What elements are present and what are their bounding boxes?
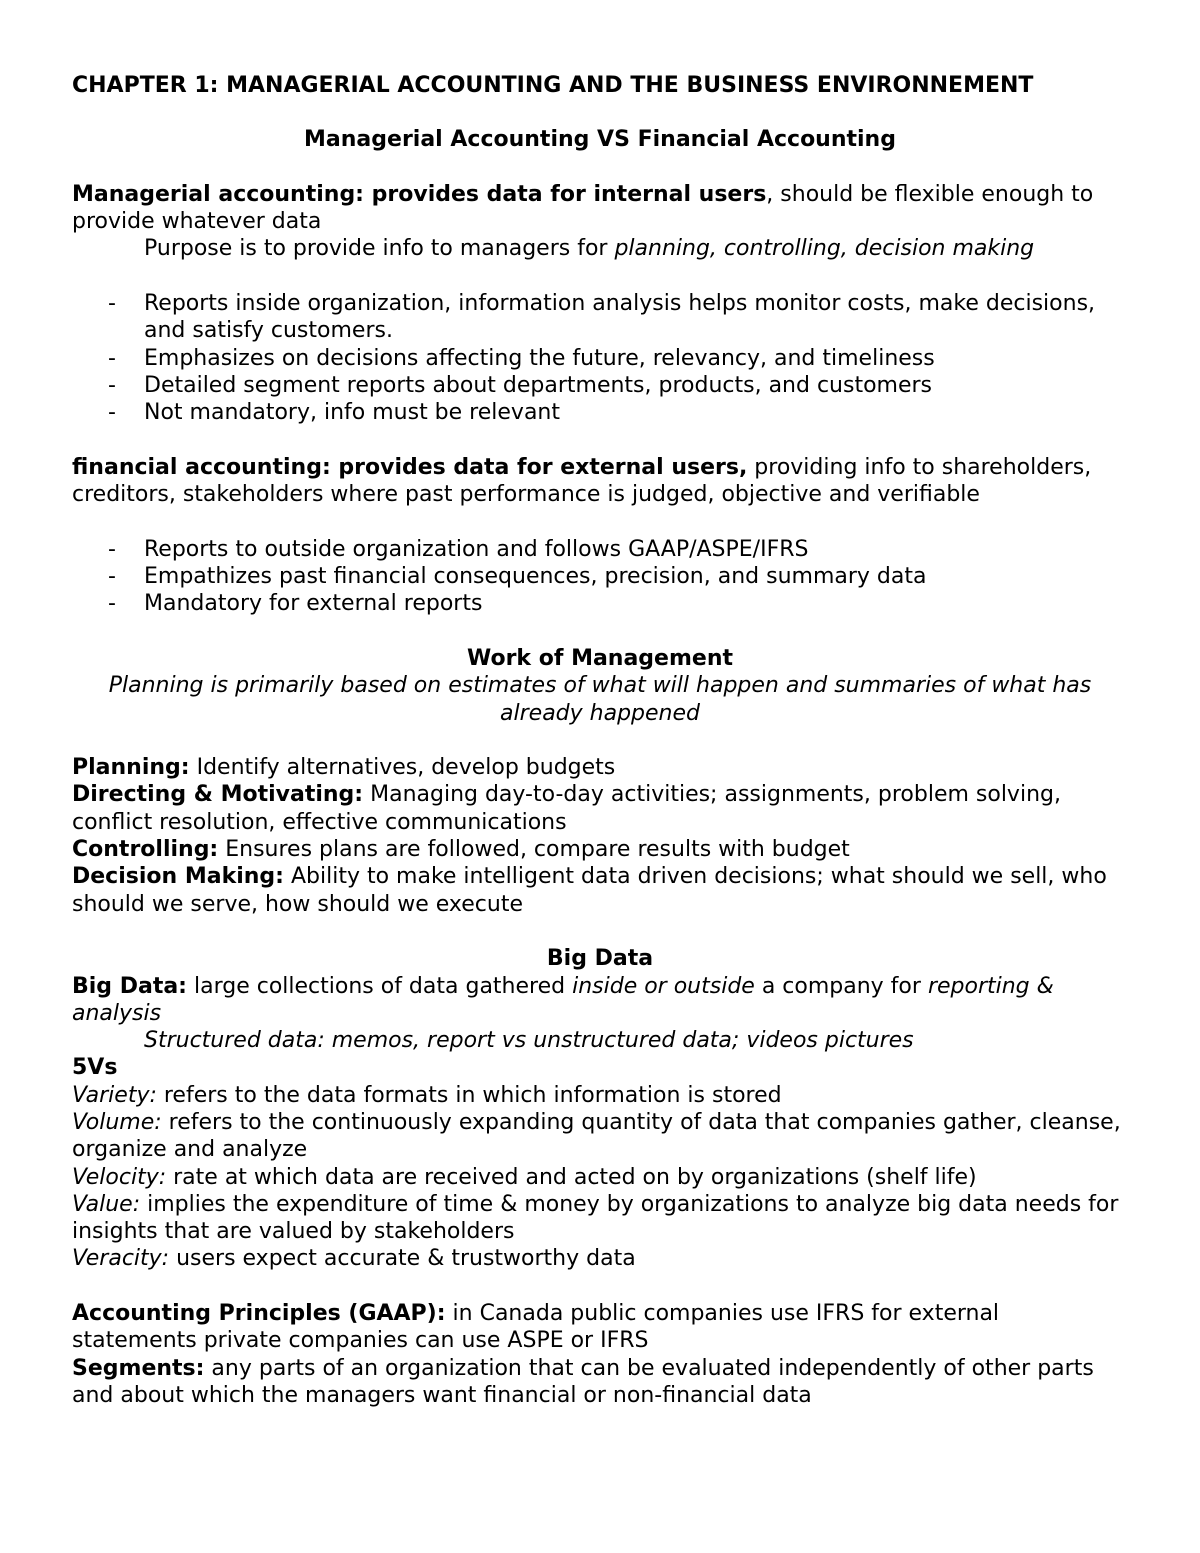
v-item-value [72,1191,1128,1246]
work-item-decision-making [72,863,1128,918]
definition-part: a company for [754,973,928,999]
v-item-variety [72,1082,1128,1109]
definition: any parts of an organization that can be evaluated independently of other parts and about which the managers want financial or non-financial data [72,1355,1094,1408]
managerial-text: , should be flexible enough to provide whatever data [72,181,1094,235]
definition-part: large collections of data gathered [186,973,573,999]
section-heading-work: Work of Management [466,645,734,671]
term: Decision Making: [72,864,284,890]
list-item: - Empathizes past financial consequences, precision, and summary data [72,563,1128,590]
purpose-prefix: Purpose is to provide info to managers for [144,236,615,262]
list-item: - Detailed segment reports about departments, products, and customers [72,372,1128,399]
definition: rate at which data are received and acted on by organizations (shelf life) [166,1164,977,1190]
definition: Managing day-to-day activities; assignments, problem solving, conflict resolution, effective communications [72,782,1061,835]
definition: Ensures plans are followed, compare results with budget [218,837,850,863]
financial-definition [72,454,1128,509]
definition: in Canada public companies use IFRS for external statements private companies can use ASPE or IFRS [72,1301,1000,1354]
work-item-directing [72,781,1128,836]
five-vs-label [72,1054,1128,1081]
section-heading-comparison: Managerial Accounting VS Financial Accounting [304,127,896,153]
v-item-velocity [72,1164,1128,1191]
chapter-title: CHAPTER 1: MANAGERIAL ACCOUNTING AND THE BUSINESS ENVIRONNEMENT [72,73,1034,98]
definition: implies the expenditure of time & money by organizations to analyze big data needs for insights that are valued by stakeholders [72,1191,1119,1245]
managerial-purpose [72,235,1128,262]
work-item-controlling [72,836,1128,863]
list-item: - Not mandatory, info must be relevant [72,399,1128,426]
list-item: - Reports inside organization, information analysis helps monitor costs, make decisions, and satisfy customers. [72,290,1128,345]
definition: Identify alternatives, develop budgets [189,755,616,781]
principles-gaap [72,1300,1128,1355]
term: Planning: [72,755,190,781]
definition-emphasis: inside or outside [572,973,755,999]
financial-term: financial accounting: provides data for external users, [72,454,748,480]
term: Big Data: [72,973,187,999]
term: Velocity: [72,1164,167,1190]
term: Volume: [72,1109,162,1135]
work-subtitle [72,672,1128,727]
structured-data-text: Structured data: memos, report vs unstructured data; videos pictures [144,1028,914,1054]
work-subtitle-text: Planning is primarily based on estimates of what will happen and summaries of what has already happened [108,673,1092,726]
definition: refers to the data formats in which information is stored [156,1082,782,1108]
definition: Ability to make intelligent data driven decisions; what should we sell, who should we serve, how should we execute [72,864,1107,917]
structured-data-note [72,1027,1128,1054]
financial-text: providing info to shareholders, creditors, stakeholders where past performance is judged, objective and verifiable [72,454,1092,508]
principles-segments [72,1355,1128,1410]
work-item-planning [72,754,1128,781]
purpose-emphasis: planning, controlling, decision making [614,236,1035,262]
five-vs-text: 5Vs [72,1055,118,1081]
term: Segments: [72,1355,205,1381]
financial-bullet-list [72,536,1128,618]
definition: refers to the continuously expanding quantity of data that companies gather, cleanse, organize and analyze [72,1109,1121,1163]
big-data-definition [72,973,1128,1028]
managerial-definition [72,181,1128,236]
term: Veracity: [72,1246,170,1272]
list-item: - Mandatory for external reports [72,590,1128,617]
managerial-term: Managerial accounting: provides data for internal users [72,181,767,207]
section-heading-big-data: Big Data [546,946,654,972]
term: Variety: [72,1082,157,1108]
term: Directing & Motivating: [72,782,364,808]
term: Accounting Principles (GAAP): [72,1301,446,1327]
list-item: - Emphasizes on decisions affecting the future, relevancy, and timeliness [72,345,1128,372]
v-item-volume [72,1109,1128,1164]
list-item: - Reports to outside organization and follows GAAP/ASPE/IFRS [72,536,1128,563]
term: Value: [72,1191,141,1217]
definition-emphasis: reporting & analysis [72,973,1054,1026]
v-item-veracity [72,1245,1128,1272]
definition: users expect accurate & trustworthy data [169,1246,636,1272]
term: Controlling: [72,837,219,863]
managerial-bullet-list [72,290,1128,426]
